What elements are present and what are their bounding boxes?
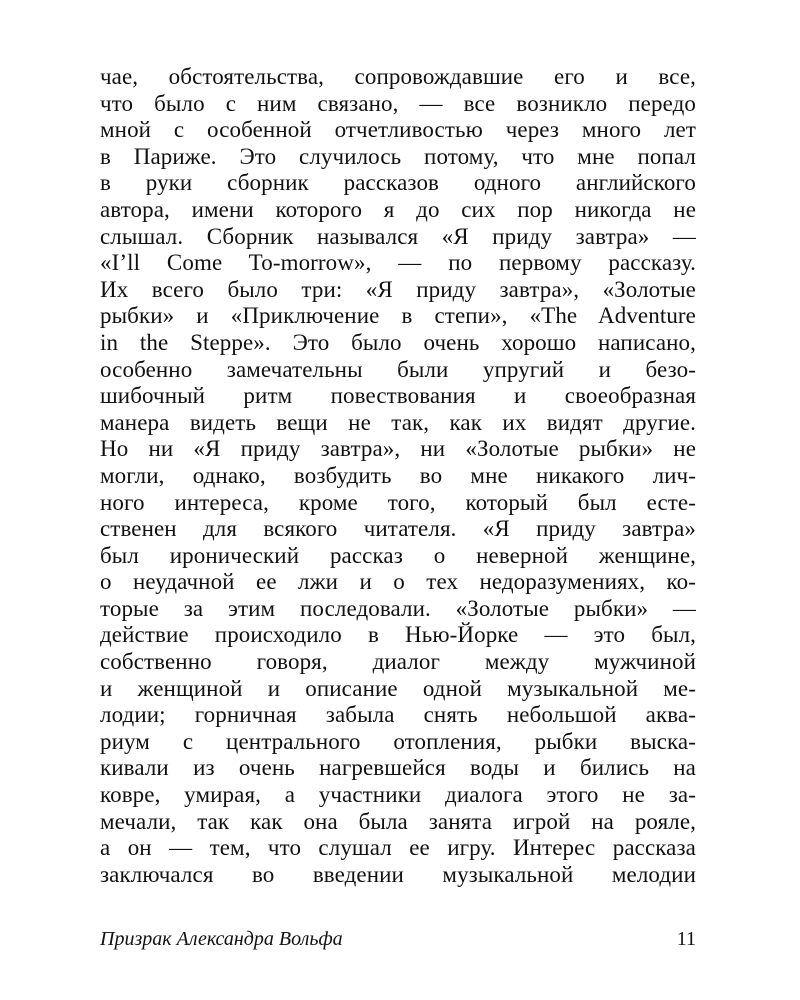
page-footer <box>100 924 696 954</box>
text-line: в руки сборник рассказов одного английского <box>100 170 696 196</box>
text-line: Но ни «Я приду завтра», ни «Золотые рыбки» не <box>100 436 696 462</box>
text-line: особенно замечательны были упругий и безо- <box>100 356 696 382</box>
text-line: автора, имени которого я до сих пор никогда не <box>100 196 696 222</box>
text-line: мечали, так как она была занята игрой на рояле, <box>100 808 696 834</box>
text-line: лодии; горничная забыла снять небольшой аква- <box>100 702 696 728</box>
text-line: ственен для всякого читателя. «Я приду завтра» <box>100 516 696 542</box>
body-text <box>100 64 696 888</box>
text-line: а он — тем, что слушал ее игру. Интерес рассказа <box>100 835 696 861</box>
text-line: риум с центрального отопления, рыбки выска- <box>100 728 696 754</box>
text-line: ковре, умирая, а участники диалога этого не за- <box>100 782 696 808</box>
text-line: in the Steppe». Это было очень хорошо написано, <box>100 329 696 355</box>
text-line: слышал. Сборник назывался «Я приду завтра» — <box>100 223 696 249</box>
text-line: торые за этим последовали. «Золотые рыбки» — <box>100 595 696 621</box>
text-line: был иронический рассказ о неверной женщине, <box>100 542 696 568</box>
text-line: «I’ll Come To-morrow», — по первому рассказу. <box>100 250 696 276</box>
running-title: Призрак Александра Вольфа <box>100 928 343 950</box>
text-line: и женщиной и описание одной музыкальной ме- <box>100 675 696 701</box>
text-line: Их всего было три: «Я приду завтра», «Золотые <box>100 276 696 302</box>
text-line: действие происходило в Нью-Йорке — это был, <box>100 622 696 648</box>
text-line: в Париже. Это случилось потому, что мне попал <box>100 143 696 169</box>
text-line: ного интереса, кроме того, который был есте- <box>100 489 696 515</box>
text-line: кивали из очень нагревшейся воды и бились на <box>100 755 696 781</box>
text-line: собственно говоря, диалог между мужчиной <box>100 649 696 675</box>
text-line: мной с особенной отчетливостью через много лет <box>100 117 696 143</box>
text-line: заключался во введении музыкальной мелодии <box>100 861 696 887</box>
text-line: манера видеть вещи не так, как их видят другие. <box>100 409 696 435</box>
text-line: что было с ним связано, — все возникло передо <box>100 90 696 116</box>
page-number: 11 <box>676 928 696 950</box>
text-line: чае, обстоятельства, сопровождавшие его и все, <box>100 64 696 89</box>
text-line: шибочный ритм повествования и своеобразная <box>100 383 696 409</box>
text-line: о неудачной ее лжи и о тех недоразумениях, ко- <box>100 569 696 595</box>
text-line: рыбки» и «Приключение в степи», «The Adventure <box>100 303 696 329</box>
text-line: могли, однако, возбудить во мне никакого лич- <box>100 462 696 488</box>
